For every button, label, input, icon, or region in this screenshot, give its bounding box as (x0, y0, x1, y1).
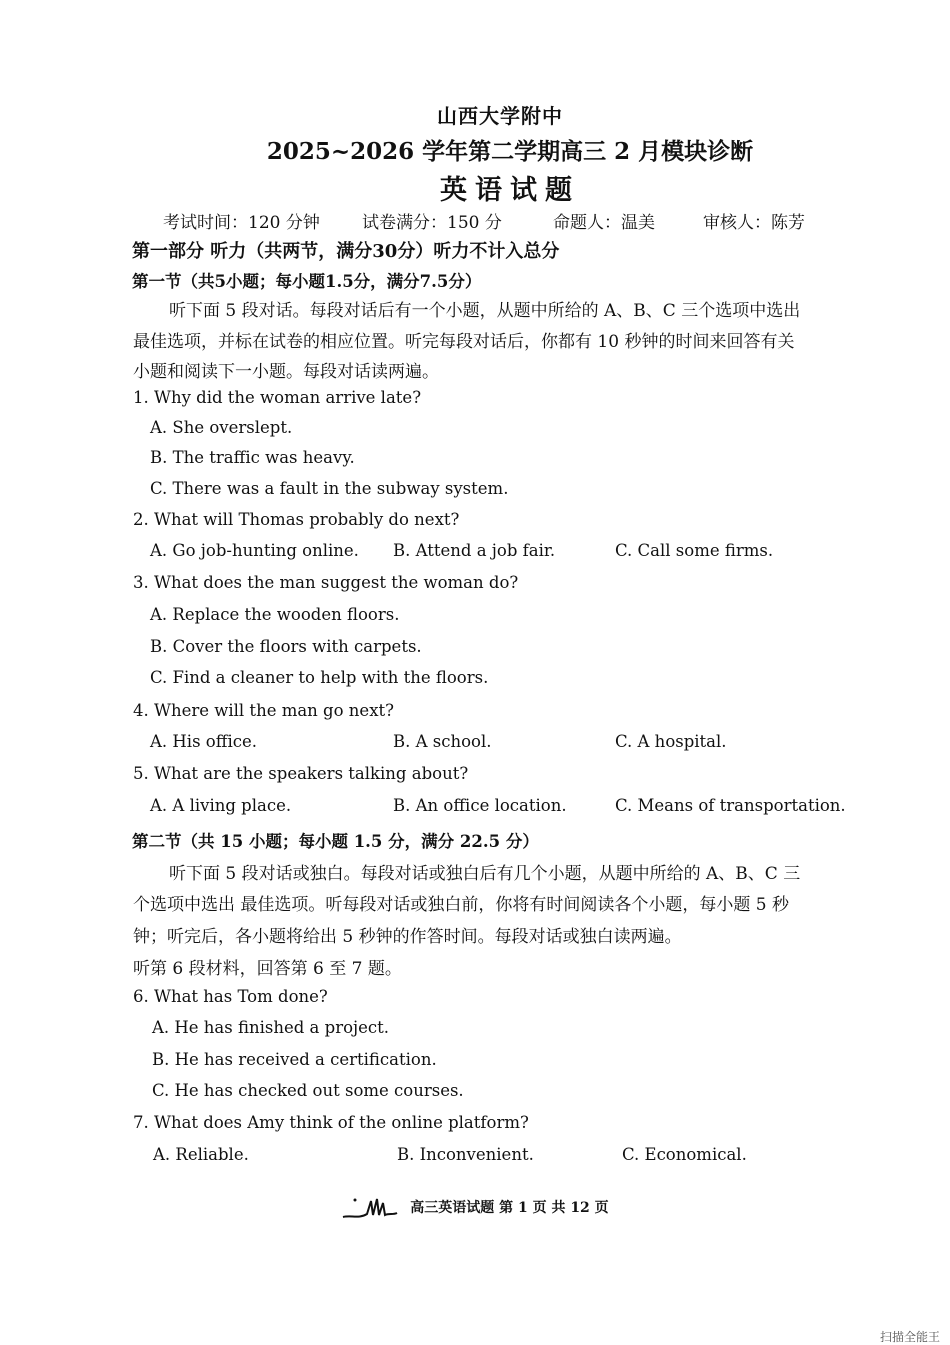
subject-title: 英语试题 (440, 175, 580, 206)
signature-scribble-icon (341, 1195, 399, 1221)
school-name: 山西大学附中 (437, 104, 563, 128)
question-6-option-a: A. He has finished a project. (152, 1018, 390, 1037)
question-7-option-b: B. Inconvenient. (397, 1145, 534, 1164)
exam-time: 考试时间：120 分钟 (163, 213, 320, 233)
question-5-stem: 5. What are the speakers talking about? (133, 764, 469, 783)
material-6-instruction: 听第 6 段材料，回答第 6 至 7 题。 (133, 959, 402, 979)
exam-score: 试卷满分：150 分 (362, 213, 502, 233)
page-footer-text: 高三英语试题 第 1 页 共 12 页 (410, 1200, 609, 1216)
question-2-stem: 2. What will Thomas probably do next? (133, 510, 460, 529)
question-1-option-a: A. She overslept. (150, 418, 293, 437)
question-1-option-b: B. The traffic was heavy. (150, 448, 355, 467)
question-1-option-c: C. There was a fault in the subway system. (150, 479, 509, 498)
section1-instruction-line3: 小题和阅读下一小题。每段对话读两遍。 (133, 362, 439, 382)
question-4-option-b: B. A school. (393, 732, 492, 751)
question-7-option-a: A. Reliable. (153, 1145, 249, 1164)
section1-instruction-line1: 听下面 5 段对话。每段对话后有一个小题，从题中所给的 A、B、C 三个选项中选出 (169, 301, 801, 321)
question-1-stem: 1. Why did the woman arrive late? (133, 388, 422, 407)
question-7-stem: 7. What does Amy think of the online platform? (133, 1113, 529, 1132)
question-4-option-a: A. His office. (150, 732, 257, 751)
section2-instruction-line2: 个选项中选出 最佳选项。听每段对话或独白前，你将有时间阅读各个小题，每小题 5 秒 (133, 895, 790, 915)
section2-title: 第二节（共 15 小题；每小题 1.5 分，满分 22.5 分） (132, 832, 539, 851)
scanner-watermark: 扫描全能王 (879, 1330, 940, 1344)
section1-instruction-line2: 最佳选项，并标在试卷的相应位置。听完每段对话后，你都有 10 秒钟的时间来回答有关 (133, 332, 795, 352)
question-5-option-a: A. A living place. (150, 796, 292, 815)
question-3-option-b: B. Cover the floors with carpets. (150, 637, 422, 656)
question-6-stem: 6. What has Tom done? (133, 987, 328, 1006)
question-4-stem: 4. Where will the man go next? (133, 701, 394, 720)
section2-instruction-line3: 钟；听完后，各小题将给出 5 秒钟的作答时间。每段对话或独白读两遍。 (133, 927, 682, 947)
question-2-option-b: B. Attend a job fair. (393, 541, 556, 560)
question-4-option-c: C. A hospital. (615, 732, 727, 751)
exam-setter: 命题人：温美 (553, 213, 655, 233)
question-5-option-b: B. An office location. (393, 796, 567, 815)
section2-instruction-line1: 听下面 5 段对话或独白。每段对话或独白后有几个小题，从题中所给的 A、B、C 三 (169, 864, 801, 884)
exam-reviewer: 审核人：陈芳 (703, 213, 805, 233)
question-3-option-a: A. Replace the wooden floors. (150, 605, 400, 624)
question-3-stem: 3. What does the man suggest the woman do? (133, 573, 519, 592)
question-7-option-c: C. Economical. (622, 1145, 747, 1164)
question-2-option-c: C. Call some firms. (615, 541, 774, 560)
page-footer (0, 1195, 950, 1221)
part1-title: 第一部分 听力（共两节，满分30分）听力不计入总分 (132, 241, 560, 262)
question-5-option-c: C. Means of transportation. (615, 796, 846, 815)
question-3-option-c: C. Find a cleaner to help with the floors. (150, 668, 489, 687)
exam-title: 2025~2026 学年第二学期高三 2 月模块诊断 (266, 138, 754, 165)
question-6-option-c: C. He has checked out some courses. (152, 1081, 464, 1100)
question-6-option-b: B. He has received a certification. (152, 1050, 437, 1069)
section1-title: 第一节（共5小题；每小题1.5分，满分7.5分） (132, 272, 482, 291)
question-2-option-a: A. Go job-hunting online. (150, 541, 359, 560)
